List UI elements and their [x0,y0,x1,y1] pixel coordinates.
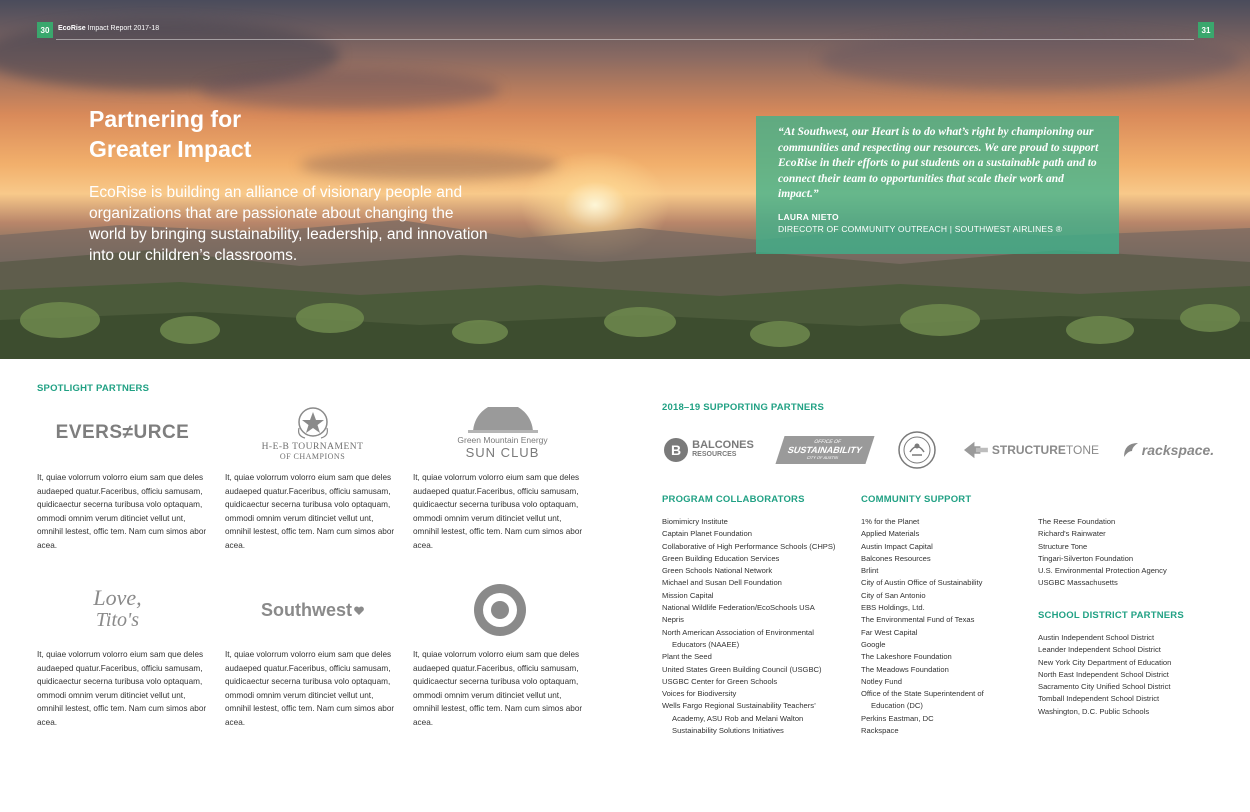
list-item: Rackspace [861,726,899,736]
structure-tone-arrow-icon [964,439,988,461]
list-item: Austin Impact Capital [861,541,933,551]
list-item: USGBC Massachusetts [1038,578,1118,588]
list-item: Captain Planet Foundation [662,529,752,539]
intro-paragraph: EcoRise is building an alliance of visionary people and organizations that are passionate about changing the world by bringing sustainability, leadership, and innovation into our children’s classrooms. [89,184,488,264]
list-item: North American Association of Environmental [662,627,814,637]
list-item: City of Austin Office of Sustainability [861,578,983,588]
page-number-left: 30 [37,22,53,38]
eversource-wordmark: EVERS≠URCE [55,422,190,443]
list-item: Perkins Eastman, DC [861,713,934,723]
running-title [58,25,159,32]
title-line-2: Greater Impact [89,136,252,162]
list-item: Education (DC) [871,701,923,711]
program-heading: PROGRAM COLLABORATORS [662,494,805,505]
list-item: New York City Department of Education [1038,657,1172,667]
rackspace-mark-icon [1122,441,1140,459]
list-item: Mission Capital [662,590,714,600]
list-item: The Environmental Fund of Texas [861,615,975,625]
structure-bold: STRUCTURE [991,443,1066,457]
list-item: Nepris [662,615,684,625]
epa-seal-icon [898,431,936,469]
list-item: Brlint [861,566,879,576]
list-item: Michael and Susan Dell Foundation [662,578,782,588]
heart-icon [354,606,364,615]
list-item: Google [861,639,886,649]
heb-tournament-logo [240,403,385,463]
list-item: Far West Capital [861,627,918,637]
list-item: Tingari-Silverton Foundation [1038,553,1134,563]
list-item: Richard's Rainwater [1038,529,1106,539]
list-item: City of San Antonio [861,590,926,600]
list-item: Leander Independent School District [1038,645,1161,655]
community-list-col2 [1038,516,1238,590]
balcones-line2: RESOURCES [692,451,737,458]
quote-author-role: DIRECOTR OF COMMUNITY OUTREACH | SOUTHWEST AIRLINES ® [778,223,1063,234]
titos-line2: Tito's [95,609,140,631]
list-item: Sacramento City Unified School District [1038,682,1171,692]
structure-light: TONE [1065,443,1099,457]
page-title [89,104,389,164]
supporting-heading: 2018–19 SUPPORTING PARTNERS [662,402,825,413]
spotlight-text-southwest: It, quiae volorrum volorro eium sam que deles audaeped quatur.Faceribus, officiu samusam, quidicaectur secerna turibusa volo optaquam, ommodi omnim verum ditinciet vellut unt, omnihil lestest, offic tem. Nam cum simos abor acea. [225,650,395,727]
office-of-sustainability-logo [780,435,870,465]
star-emblem-icon [293,406,333,440]
list-item: U.S. Environmental Protection Agency [1038,566,1167,576]
list-item: Washington, D.C. Public Schools [1038,706,1150,716]
list-item: Structure Tone [1038,541,1088,551]
list-item: Balcones Resources [861,553,931,563]
school-list [1038,632,1238,718]
list-item: North East Independent School District [1038,669,1169,679]
list-item: The Lakeshore Foundation [861,652,952,662]
quote-text: “At Southwest, our Heart is to do what’s right by championing our communities and respecting our resources. We are proud to support EcoRise in their efforts to put students on a sustainable path and to connect their team to opportunities that scale their work and impact.” [778,126,1099,200]
community-list-col1 [861,516,1031,737]
list-item: The Reese Foundation [1038,517,1116,526]
list-item: Notley Fund [861,676,902,686]
page-number-right: 31 [1198,22,1214,38]
pull-quote [756,116,1119,254]
target-bullseye-icon [473,583,527,637]
program-list [662,516,857,737]
balcones-line1: BALCONES [692,439,754,451]
sun-club-line1: Green Mountain Energy [457,434,548,445]
titos-line1: Love, [93,585,142,610]
hero-banner [0,0,1250,359]
spotlight-text-titos: It, quiae volorrum volorro eium sam que deles audaeped quatur.Faceribus, officiu samusam, quidicaectur secerna turibusa volo optaquam, ommodi omnim verum ditinciet vellut unt, omnihil lestest, offic tem. Nam cum simos abor acea. [37,650,207,727]
list-item: Biomimicry Institute [662,517,728,526]
heb-logo-line1: H-E-B TOURNAMENT [261,441,364,452]
list-item: Collaborative of High Performance Schools (CHPS) [662,541,836,551]
list-item: Sustainability Solutions Initiatives [672,726,784,736]
sun-club-logo [430,403,575,463]
spotlight-text-heb: It, quiae volorrum volorro eium sam que deles audaeped quatur.Faceribus, officiu samusam, quidicaectur secerna turibusa volo optaquam, ommodi omnim verum ditinciet vellut unt, omnihil lestest, offic tem. Nam cum simos abor acea. [225,473,395,550]
spotlight-text-sun-club: It, quiae volorrum volorro eium sam que deles audaeped quatur.Faceribus, officiu samusam, quidicaectur secerna turibusa volo optaquam, ommodi omnim verum ditinciet vellut unt, omnihil lestest, offic tem. Nam cum simos abor acea. [413,473,583,550]
list-item: Office of the State Superintendent of [861,689,984,699]
list-item: United States Green Building Council (USGBC) [662,664,822,674]
sun-half-icon [468,407,538,433]
list-item: Academy, ASU Rob and Melani Walton [672,713,804,723]
spotlight-text-eversource: It, quiae volorrum volorro eium sam que deles audaeped quatur.Faceribus, officiu samusam, quidicaectur secerna turibusa volo optaquam, ommodi omnim verum ditinciet vellut unt, omnihil lestest, offic tem. Nam cum simos abor acea. [37,473,207,550]
school-heading: SCHOOL DISTRICT PARTNERS [1038,610,1184,621]
rackspace-wordmark: rackspace. [1141,442,1215,458]
target-logo [470,582,530,638]
list-item: Green Schools National Network [662,566,773,576]
list-item: Austin Independent School District [1038,633,1155,642]
list-item: Green Building Education Services [662,553,780,563]
list-item: EBS Holdings, Ltd. [861,603,925,613]
sustainability-city: CITY OF AUSTIN [806,455,840,460]
list-item: Wells Fargo Regional Sustainability Teachers’ [662,701,816,711]
rackspace-logo [1119,437,1217,463]
structure-tone-logo [964,437,1099,463]
love-titos-logo [70,578,165,640]
spotlight-heading: SPOTLIGHT PARTNERS [37,383,150,394]
title-line-1: Partnering for [89,106,242,132]
report-title: Impact Report 2017-18 [87,25,160,32]
list-item: National Wildlife Federation/EcoSchools USA [662,603,815,613]
list-item: Educators (NAAEE) [672,639,740,649]
eversource-logo [45,418,200,448]
brand-name: EcoRise [58,25,86,32]
list-item: Plant the Seed [662,652,712,662]
list-item: Voices for Biodiversity [662,689,737,699]
list-item: Tomball Independent School District [1038,694,1160,704]
balcones-logo [661,434,756,466]
sustainability-small: OFFICE OF [813,439,842,445]
svg-text:B: B [671,442,682,458]
heb-logo-line2: OF CHAMPIONS [279,451,346,461]
list-item: USGBC Center for Green Schools [662,676,778,686]
southwest-logo [240,596,385,624]
quote-author: LAURA NIETO [778,211,839,222]
running-header [0,22,1250,40]
header-rule [56,39,1194,40]
spotlight-text-target: It, quiae volorrum volorro eium sam que deles audaeped quatur.Faceribus, officiu samusam, quidicaectur secerna turibusa volo optaquam, ommodi omnim verum ditinciet vellut unt, omnihil lestest, offic tem. Nam cum simos abor acea. [413,650,583,727]
southwest-wordmark: Southwest [260,599,352,620]
sun-club-line2: SUN CLUB [465,444,540,460]
sustainability-big: SUSTAINABILITY [786,445,864,455]
community-heading: COMMUNITY SUPPORT [861,494,972,505]
balcones-b-icon [663,437,689,463]
list-item: 1% for the Planet [861,517,920,526]
epa-seal-logo [896,430,938,470]
list-item: Applied Materials [861,529,920,539]
list-item: The Meadows Foundation [861,664,949,674]
